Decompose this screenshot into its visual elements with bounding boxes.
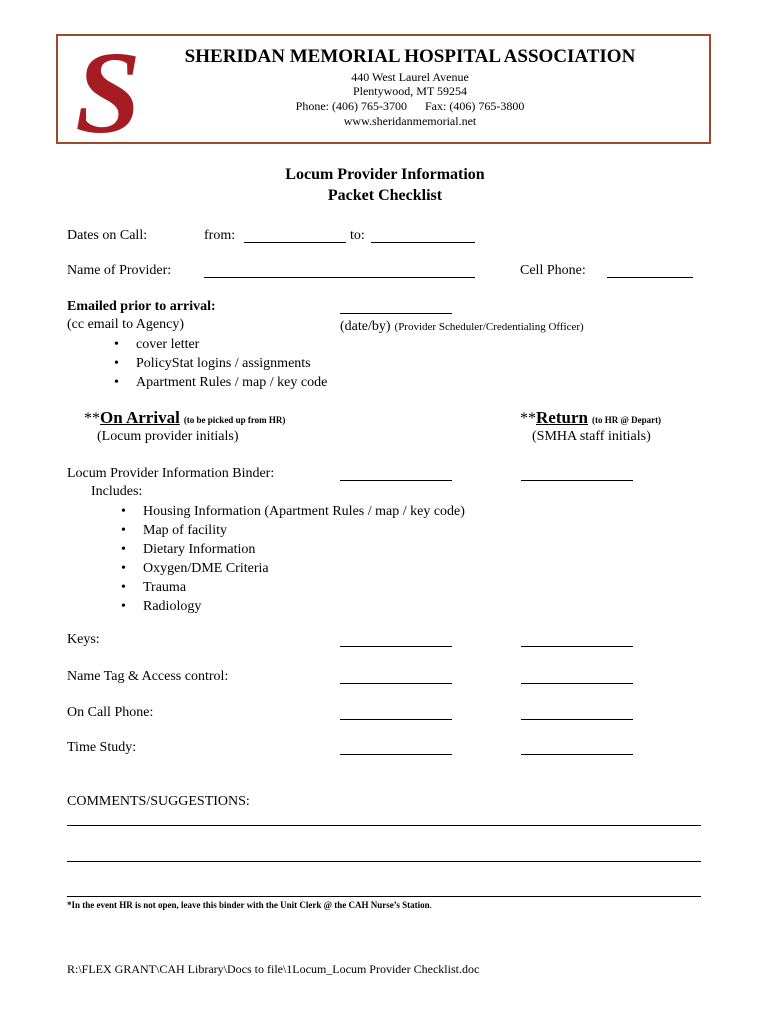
phone-fax-line bbox=[154, 99, 666, 114]
list-item: • Oxygen/DME Criteria bbox=[143, 559, 465, 578]
time-study-label: Time Study: bbox=[67, 740, 137, 755]
document-title-line1: Locum Provider Information bbox=[285, 166, 485, 183]
comments-line-3[interactable] bbox=[67, 896, 701, 897]
footnote-text: *In the event HR is not open, leave this binder with the Unit Clerk @ the CAH Nurse’s Station bbox=[67, 900, 430, 910]
list-item: • Trauma bbox=[143, 578, 465, 597]
hospital-name: SHERIDAN MEMORIAL HOSPITAL ASSOCIATION bbox=[184, 46, 636, 67]
arrival-asterisks: ** bbox=[84, 410, 100, 427]
name-tag-return-field[interactable] bbox=[521, 683, 633, 684]
emailed-items-list bbox=[136, 335, 327, 392]
arrival-title: On Arrival bbox=[100, 408, 180, 427]
phone-text: Phone: (406) 765-3700 bbox=[295, 99, 407, 113]
provider-name-field[interactable] bbox=[204, 277, 475, 278]
footnote-period: . bbox=[429, 900, 432, 910]
binder-items-list bbox=[143, 502, 465, 616]
cell-phone-field[interactable] bbox=[607, 277, 693, 278]
to-date-field[interactable] bbox=[371, 242, 475, 243]
dateby-line bbox=[340, 317, 584, 335]
document-title-line2: Packet Checklist bbox=[327, 187, 443, 204]
keys-return-field[interactable] bbox=[521, 646, 633, 647]
hospital-logo bbox=[63, 40, 153, 140]
list-item: • Map of facility bbox=[143, 521, 465, 540]
fax-text: Fax: (406) 765-3800 bbox=[425, 99, 525, 113]
return-title: Return bbox=[536, 408, 588, 427]
on-call-phone-label: On Call Phone: bbox=[67, 705, 154, 720]
from-date-field[interactable] bbox=[244, 242, 346, 243]
arrival-note: (to be picked up from HR) bbox=[183, 415, 286, 425]
return-subtitle: (SMHA staff initials) bbox=[532, 429, 651, 444]
from-label: from: bbox=[204, 228, 236, 243]
emailed-prior-heading: Emailed prior to arrival: bbox=[67, 299, 216, 314]
return-asterisks: ** bbox=[520, 410, 536, 427]
return-note: (to HR @ Depart) bbox=[591, 415, 662, 425]
binder-label: Locum Provider Information Binder: bbox=[67, 466, 275, 481]
comments-line-1[interactable] bbox=[67, 825, 701, 826]
dates-on-call-label: Dates on Call: bbox=[67, 228, 148, 243]
on-call-arrival-field[interactable] bbox=[340, 719, 452, 720]
footnote bbox=[67, 900, 432, 910]
name-tag-arrival-field[interactable] bbox=[340, 683, 452, 684]
file-path: R:\FLEX GRANT\CAH Library\Docs to file\1Locum_Locum Provider Checklist.doc bbox=[67, 962, 480, 976]
logo-letter: S bbox=[75, 40, 141, 140]
on-call-return-field[interactable] bbox=[521, 719, 633, 720]
on-arrival-heading bbox=[84, 408, 285, 428]
cc-agency-note: (cc email to Agency) bbox=[67, 317, 185, 332]
list-item: • Dietary Information bbox=[143, 540, 465, 559]
provider-name-label: Name of Provider: bbox=[67, 263, 172, 278]
address-line1: 440 West Laurel Avenue bbox=[351, 70, 469, 84]
address-line2: Plentywood, MT 59254 bbox=[352, 84, 468, 98]
arrival-subtitle: (Locum provider initials) bbox=[97, 429, 239, 444]
list-item: • Apartment Rules / map / key code bbox=[136, 373, 327, 392]
list-item: • Radiology bbox=[143, 597, 465, 616]
comments-line-2[interactable] bbox=[67, 861, 701, 862]
dateby-label: (date/by) bbox=[340, 319, 391, 334]
name-tag-label: Name Tag & Access control: bbox=[67, 669, 229, 684]
includes-label: Includes: bbox=[91, 484, 143, 499]
keys-arrival-field[interactable] bbox=[340, 646, 452, 647]
emailed-dateby-field[interactable] bbox=[340, 313, 452, 314]
comments-label: COMMENTS/SUGGESTIONS: bbox=[67, 794, 250, 809]
to-label: to: bbox=[350, 228, 365, 243]
dateby-note: (Provider Scheduler/Credentialing Officer) bbox=[394, 321, 584, 333]
binder-arrival-field[interactable] bbox=[340, 480, 452, 481]
keys-label: Keys: bbox=[67, 632, 100, 647]
list-item: • PolicyStat logins / assignments bbox=[136, 354, 327, 373]
list-item: • cover letter bbox=[136, 335, 327, 354]
return-heading bbox=[520, 408, 661, 428]
list-item: • Housing Information (Apartment Rules / map / key code) bbox=[143, 502, 465, 521]
website-text: www.sheridanmemorial.net bbox=[343, 114, 477, 128]
binder-return-field[interactable] bbox=[521, 480, 633, 481]
time-study-return-field[interactable] bbox=[521, 754, 633, 755]
cell-phone-label: Cell Phone: bbox=[520, 263, 586, 278]
time-study-arrival-field[interactable] bbox=[340, 754, 452, 755]
